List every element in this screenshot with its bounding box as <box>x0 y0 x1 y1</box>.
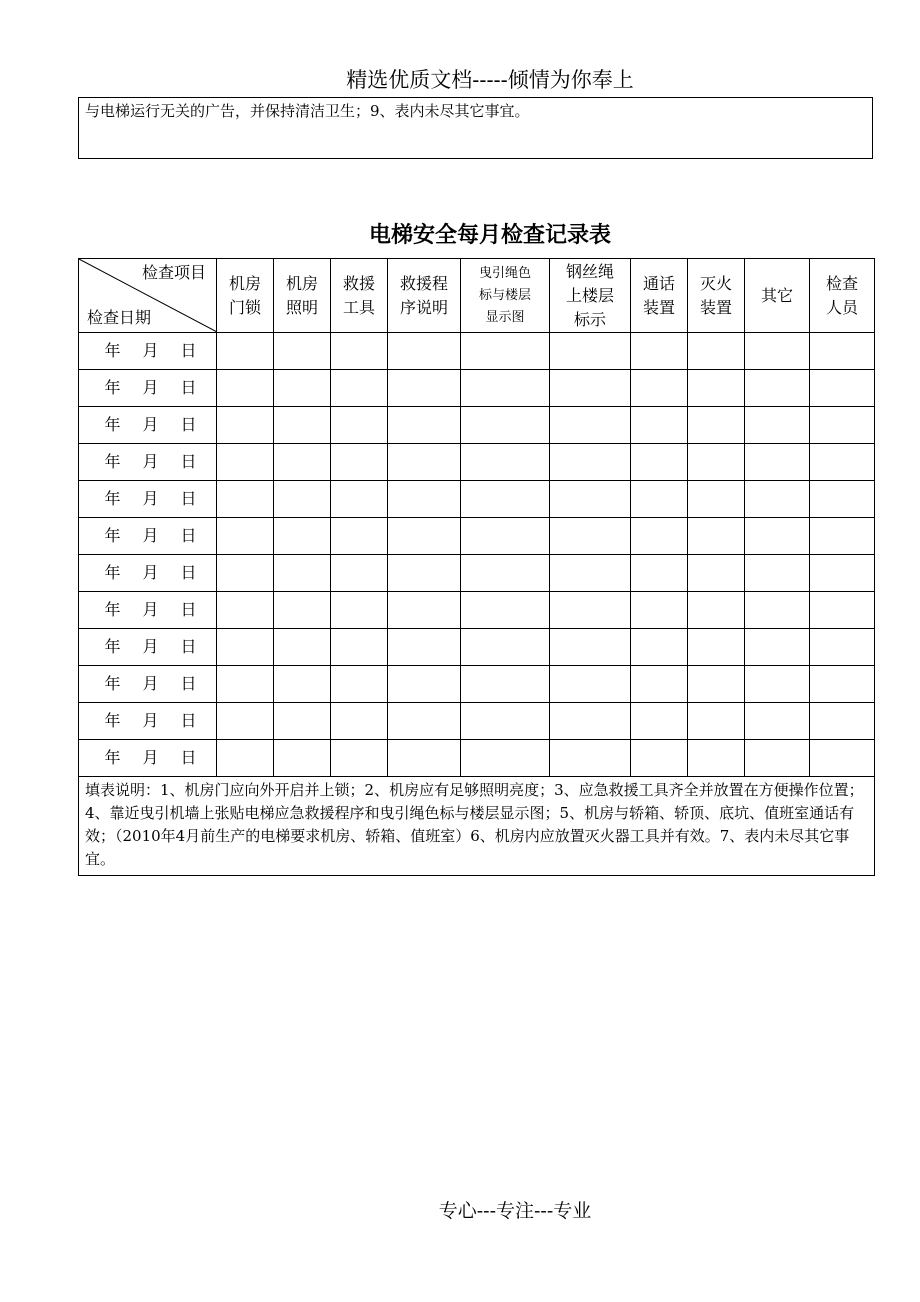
entry-cell[interactable] <box>274 629 331 666</box>
entry-cell[interactable] <box>810 333 875 370</box>
entry-cell[interactable] <box>810 592 875 629</box>
entry-cell[interactable] <box>461 666 550 703</box>
entry-cell[interactable] <box>274 740 331 777</box>
entry-cell[interactable] <box>631 481 688 518</box>
entry-cell[interactable] <box>388 407 461 444</box>
table-row <box>79 740 875 777</box>
col-header-machine-room-lighting: 机房 照明 <box>274 259 331 333</box>
page-title: 电梯安全每月检查记录表 <box>368 223 611 248</box>
col-header-rescue-procedure: 救援程 序说明 <box>388 259 461 333</box>
entry-cell[interactable] <box>388 333 461 370</box>
corner-cell <box>79 259 217 333</box>
entry-cell[interactable] <box>810 629 875 666</box>
date-month-label: 月 <box>142 415 159 434</box>
col-header-rope-color-chart: 曳引绳色 标与楼层 显示图 <box>461 259 550 333</box>
entry-cell[interactable] <box>688 555 745 592</box>
date-year-label: 年 <box>104 415 121 434</box>
entry-cell[interactable] <box>331 333 388 370</box>
entry-cell[interactable] <box>461 740 550 777</box>
date-cell[interactable] <box>79 592 217 629</box>
entry-cell[interactable] <box>461 333 550 370</box>
notes-row <box>79 777 875 876</box>
entry-cell[interactable] <box>331 666 388 703</box>
date-cell[interactable] <box>79 740 217 777</box>
entry-cell[interactable] <box>688 444 745 481</box>
table-row <box>79 407 875 444</box>
entry-cell[interactable] <box>631 703 688 740</box>
date-month-label: 月 <box>142 526 159 545</box>
corner-label-date: 检查日期 <box>87 308 152 327</box>
entry-cell[interactable] <box>274 518 331 555</box>
entry-cell[interactable] <box>331 407 388 444</box>
date-month-label: 月 <box>142 637 159 656</box>
entry-cell[interactable] <box>331 518 388 555</box>
entry-cell[interactable] <box>461 407 550 444</box>
date-year-label: 年 <box>104 378 121 397</box>
previous-page-continuation <box>78 97 873 159</box>
entry-cell[interactable] <box>745 703 810 740</box>
entry-cell[interactable] <box>688 518 745 555</box>
date-day-label: 日 <box>180 563 197 582</box>
date-month-label: 月 <box>142 452 159 471</box>
entry-cell[interactable] <box>550 518 631 555</box>
corner-label-item: 检查项目 <box>141 263 206 282</box>
date-day-label: 日 <box>180 378 197 397</box>
entry-cell[interactable] <box>745 481 810 518</box>
entry-cell[interactable] <box>810 481 875 518</box>
instructions-cell <box>79 777 875 876</box>
table-row <box>79 592 875 629</box>
date-cell[interactable] <box>79 629 217 666</box>
table-row <box>79 666 875 703</box>
entry-cell[interactable] <box>810 666 875 703</box>
entry-cell[interactable] <box>745 592 810 629</box>
entry-cell[interactable] <box>217 333 274 370</box>
date-day-label: 日 <box>180 452 197 471</box>
entry-cell[interactable] <box>631 518 688 555</box>
entry-cell[interactable] <box>388 370 461 407</box>
entry-cell[interactable] <box>688 333 745 370</box>
entry-cell[interactable] <box>274 592 331 629</box>
date-cell[interactable] <box>79 703 217 740</box>
previous-page-text: 与电梯运行无关的广告，并保持清洁卫生；9、表内未尽其它事宜。 <box>85 102 530 120</box>
date-day-label: 日 <box>180 674 197 693</box>
date-month-label: 月 <box>142 489 159 508</box>
entry-cell[interactable] <box>217 592 274 629</box>
entry-cell[interactable] <box>461 444 550 481</box>
date-year-label: 年 <box>104 341 121 360</box>
entry-cell[interactable] <box>461 481 550 518</box>
entry-cell[interactable] <box>631 666 688 703</box>
entry-cell[interactable] <box>550 740 631 777</box>
entry-cell[interactable] <box>810 703 875 740</box>
entry-cell[interactable] <box>331 370 388 407</box>
date-year-label: 年 <box>104 563 121 582</box>
entry-cell[interactable] <box>688 481 745 518</box>
date-year-label: 年 <box>104 600 121 619</box>
date-month-label: 月 <box>142 711 159 730</box>
entry-cell[interactable] <box>217 518 274 555</box>
entry-cell[interactable] <box>745 518 810 555</box>
entry-cell[interactable] <box>274 555 331 592</box>
entry-cell[interactable] <box>631 555 688 592</box>
entry-cell[interactable] <box>810 740 875 777</box>
entry-cell[interactable] <box>688 703 745 740</box>
entry-cell[interactable] <box>550 370 631 407</box>
date-year-label: 年 <box>104 489 121 508</box>
entry-cell[interactable] <box>331 444 388 481</box>
entry-cell[interactable] <box>745 333 810 370</box>
entry-cell[interactable] <box>461 592 550 629</box>
entry-cell[interactable] <box>745 740 810 777</box>
entry-cell[interactable] <box>461 629 550 666</box>
date-cell[interactable] <box>79 518 217 555</box>
entry-cell[interactable] <box>274 444 331 481</box>
date-cell[interactable] <box>79 666 217 703</box>
entry-cell[interactable] <box>331 703 388 740</box>
entry-cell[interactable] <box>745 666 810 703</box>
date-day-label: 日 <box>180 341 197 360</box>
date-day-label: 日 <box>180 600 197 619</box>
table-header-row <box>79 259 875 333</box>
entry-cell[interactable] <box>274 333 331 370</box>
entry-cell[interactable] <box>631 370 688 407</box>
col-header-rescue-tools: 救援 工具 <box>331 259 388 333</box>
entry-cell[interactable] <box>810 407 875 444</box>
entry-cell[interactable] <box>631 592 688 629</box>
entry-cell[interactable] <box>550 592 631 629</box>
date-year-label: 年 <box>104 526 121 545</box>
date-cell[interactable] <box>79 444 217 481</box>
date-day-label: 日 <box>180 748 197 767</box>
entry-cell[interactable] <box>745 629 810 666</box>
table-row <box>79 555 875 592</box>
entry-cell[interactable] <box>550 407 631 444</box>
entry-cell[interactable] <box>550 666 631 703</box>
entry-cell[interactable] <box>688 370 745 407</box>
date-day-label: 日 <box>180 711 197 730</box>
entry-cell[interactable] <box>331 592 388 629</box>
entry-cell[interactable] <box>688 666 745 703</box>
entry-cell[interactable] <box>461 370 550 407</box>
date-cell[interactable] <box>79 333 217 370</box>
entry-cell[interactable] <box>388 555 461 592</box>
col-header-intercom: 通话 装置 <box>631 259 688 333</box>
entry-cell[interactable] <box>550 555 631 592</box>
entry-cell[interactable] <box>688 407 745 444</box>
col-header-machine-room-lock: 机房 门锁 <box>217 259 274 333</box>
col-header-inspector: 检查 人员 <box>810 259 875 333</box>
entry-cell[interactable] <box>461 703 550 740</box>
instructions-paragraph-1: 填表说明：1、机房门应向外开启并上锁；2、机房应有足够照明亮度；3、应急救援工具齐全并放置在方便操作位置； <box>85 781 864 799</box>
entry-cell[interactable] <box>217 629 274 666</box>
entry-cell[interactable] <box>217 555 274 592</box>
date-month-label: 月 <box>142 600 159 619</box>
date-month-label: 月 <box>142 674 159 693</box>
col-header-other: 其它 <box>745 259 810 333</box>
entry-cell[interactable] <box>217 370 274 407</box>
entry-cell[interactable] <box>331 481 388 518</box>
date-year-label: 年 <box>104 748 121 767</box>
table-row <box>79 370 875 407</box>
date-day-label: 日 <box>180 526 197 545</box>
entry-cell[interactable] <box>388 629 461 666</box>
entry-cell[interactable] <box>550 629 631 666</box>
date-year-label: 年 <box>104 711 121 730</box>
entry-cell[interactable] <box>274 666 331 703</box>
entry-cell[interactable] <box>388 481 461 518</box>
entry-cell[interactable] <box>217 444 274 481</box>
page-header: 精选优质文档-----倾情为你奉上 <box>346 68 634 92</box>
entry-cell[interactable] <box>688 629 745 666</box>
entry-cell[interactable] <box>631 740 688 777</box>
table-row <box>79 703 875 740</box>
entry-cell[interactable] <box>217 666 274 703</box>
date-cell[interactable] <box>79 407 217 444</box>
col-header-fire-extinguisher: 灭火 装置 <box>688 259 745 333</box>
date-month-label: 月 <box>142 748 159 767</box>
entry-cell[interactable] <box>810 370 875 407</box>
entry-cell[interactable] <box>388 444 461 481</box>
entry-cell[interactable] <box>745 555 810 592</box>
entry-cell[interactable] <box>745 370 810 407</box>
date-year-label: 年 <box>104 674 121 693</box>
entry-cell[interactable] <box>388 740 461 777</box>
entry-cell[interactable] <box>388 666 461 703</box>
entry-cell[interactable] <box>274 370 331 407</box>
entry-cell[interactable] <box>550 703 631 740</box>
entry-cell[interactable] <box>631 629 688 666</box>
date-month-label: 月 <box>142 341 159 360</box>
entry-cell[interactable] <box>810 555 875 592</box>
entry-cell[interactable] <box>688 592 745 629</box>
date-month-label: 月 <box>142 378 159 397</box>
page-footer: 专心---专注---专业 <box>438 1200 592 1222</box>
entry-cell[interactable] <box>388 518 461 555</box>
date-year-label: 年 <box>104 452 121 471</box>
entry-cell[interactable] <box>217 481 274 518</box>
entry-cell[interactable] <box>461 518 550 555</box>
entry-cell[interactable] <box>810 444 875 481</box>
entry-cell[interactable] <box>631 333 688 370</box>
entry-cell[interactable] <box>631 444 688 481</box>
date-year-label: 年 <box>104 637 121 656</box>
entry-cell[interactable] <box>745 407 810 444</box>
table-row <box>79 629 875 666</box>
date-cell[interactable] <box>79 555 217 592</box>
col-header-wire-rope-floor-marking: 钢丝绳 上楼层 标示 <box>550 259 631 333</box>
entry-cell[interactable] <box>461 555 550 592</box>
date-month-label: 月 <box>142 563 159 582</box>
entry-cell[interactable] <box>274 703 331 740</box>
inspection-table <box>78 258 875 876</box>
entry-cell[interactable] <box>331 629 388 666</box>
entry-cell[interactable] <box>745 444 810 481</box>
table-row <box>79 444 875 481</box>
date-cell[interactable] <box>79 370 217 407</box>
table-row <box>79 333 875 370</box>
entry-cell[interactable] <box>217 703 274 740</box>
entry-cell[interactable] <box>550 333 631 370</box>
entry-cell[interactable] <box>331 555 388 592</box>
entry-cell[interactable] <box>631 407 688 444</box>
entry-cell[interactable] <box>217 407 274 444</box>
date-day-label: 日 <box>180 415 197 434</box>
entry-cell[interactable] <box>217 740 274 777</box>
instructions-paragraph-2: 4、靠近曳引机墙上张贴电梯应急救援程序和曳引绳色标与楼层显示图；5、机房与轿箱、轿顶、底坑、值班室通话有效；（2010年4月前生产的电梯要求机房、轿箱、值班室）6、机房内应放置灭火器工具并有效。7、表内未尽其它事宜。 <box>85 804 855 868</box>
entry-cell[interactable] <box>388 703 461 740</box>
entry-cell[interactable] <box>388 592 461 629</box>
entry-cell[interactable] <box>274 407 331 444</box>
entry-cell[interactable] <box>550 444 631 481</box>
date-cell[interactable] <box>79 481 217 518</box>
entry-cell[interactable] <box>331 740 388 777</box>
date-day-label: 日 <box>180 637 197 656</box>
table-row <box>79 518 875 555</box>
table-row <box>79 481 875 518</box>
date-day-label: 日 <box>180 489 197 508</box>
entry-cell[interactable] <box>274 481 331 518</box>
entry-cell[interactable] <box>688 740 745 777</box>
entry-cell[interactable] <box>810 518 875 555</box>
entry-cell[interactable] <box>550 481 631 518</box>
